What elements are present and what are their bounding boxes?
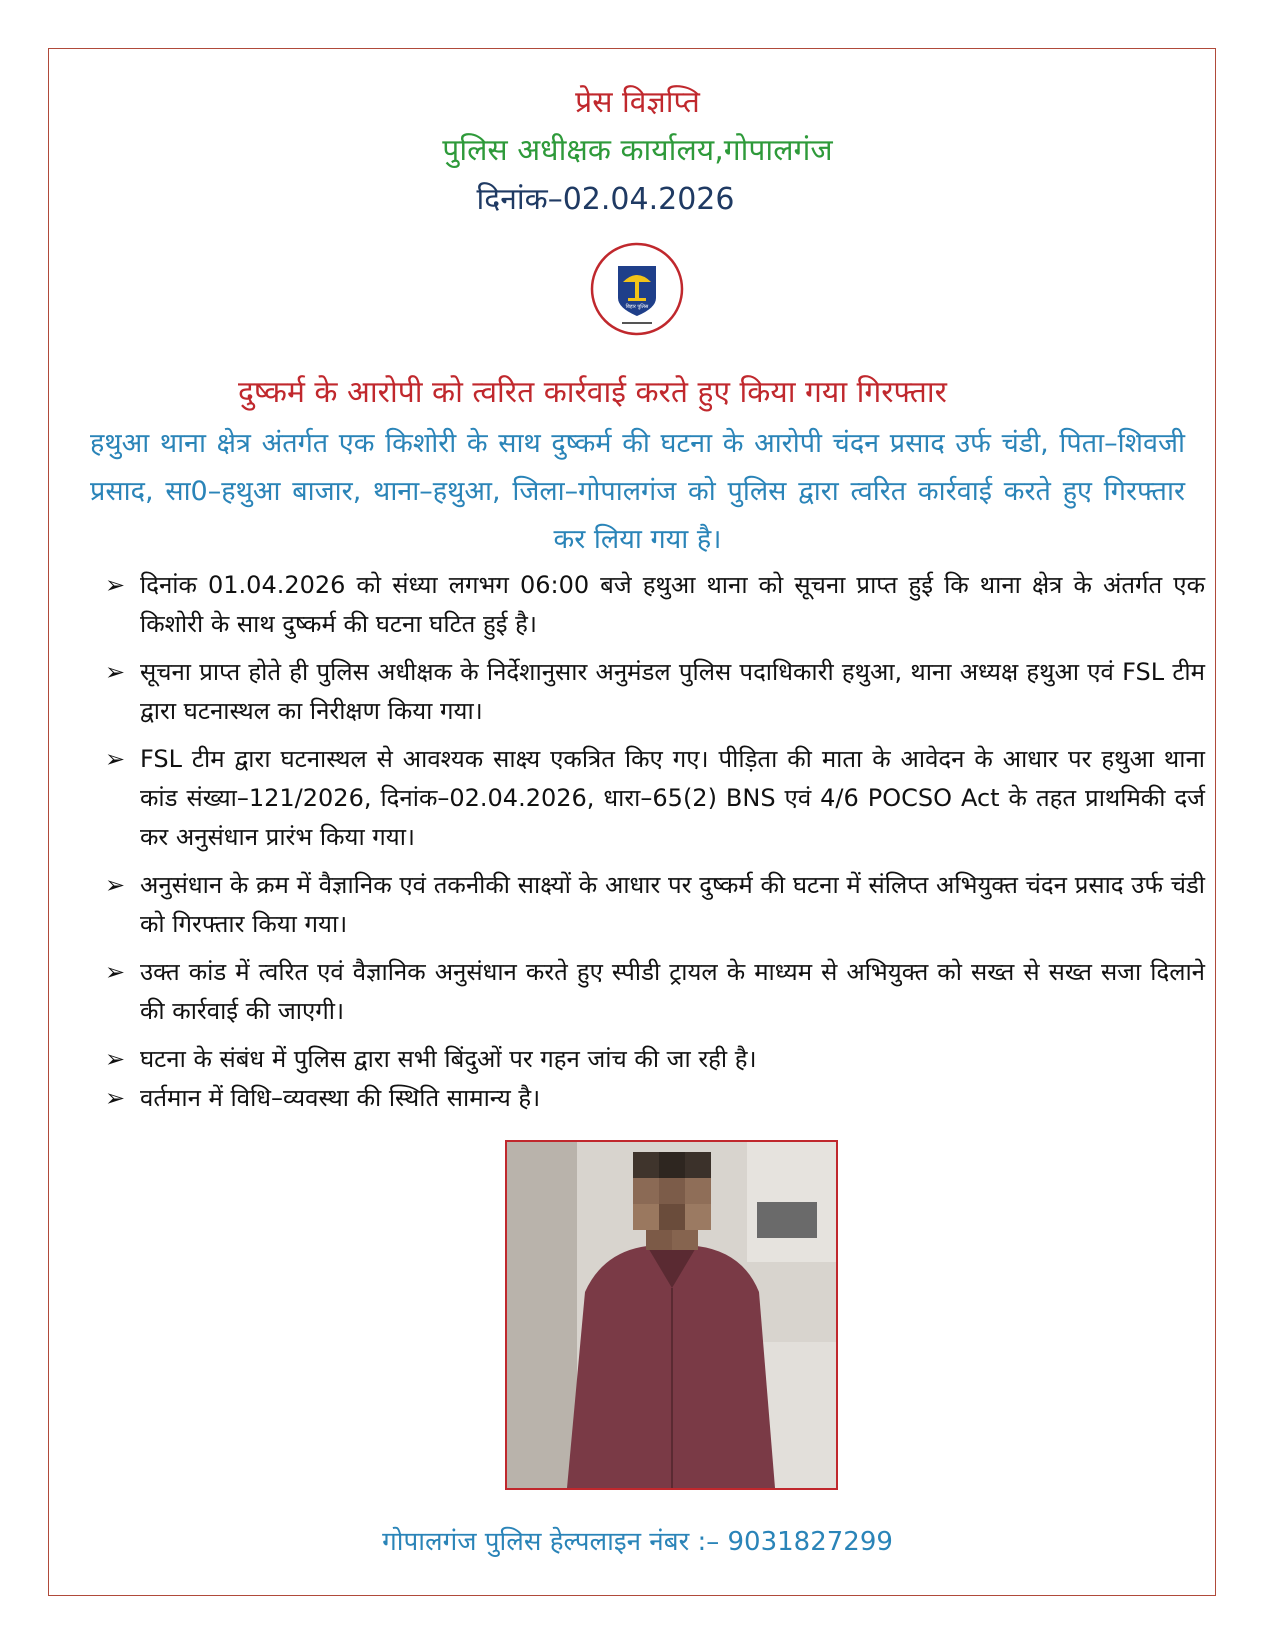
list-item-text: वर्तमान में विधि–व्यवस्था की स्थिति सामान्य है। (140, 1084, 541, 1112)
press-release-title: प्रेस विज्ञप्ति (575, 85, 700, 120)
list-item (105, 1040, 1205, 1079)
bihar-police-emblem-icon (590, 242, 684, 336)
list-item-text: FSL टीम द्वारा घटनास्थल से आवश्यक साक्ष्य एकत्रित किए गए। पीड़िता की माता के आवेदन के आधार पर हथुआ थाना कांड संख्या–121/2026, दिनांक–02.04.2026, धारा–65(2) BNS एवं 4/6 POCSO Act के तहत प्राथमिकी दर्ज कर अनुसंधान प्रारंभ किया गया। (140, 745, 1205, 851)
list-item-text: अनुसंधान के क्रम में वैज्ञानिक एवं तकनीकी साक्ष्यों के आधार पर दुष्कर्म की घटना में संलिप्त अभियुक्त चंदन प्रसाद उर्फ चंडी को गिरफ्तार किया गया। (140, 871, 1205, 938)
arrow-bullet-icon: ➢ (105, 871, 126, 899)
arrow-bullet-icon: ➢ (105, 1045, 126, 1073)
list-item (105, 953, 1205, 1031)
arrow-bullet-icon: ➢ (105, 958, 126, 986)
list-item (105, 740, 1205, 857)
list-item (105, 566, 1205, 644)
list-item (105, 866, 1205, 944)
helpline-number: गोपालगंज पुलिस हेल्पलाइन नंबर :– 9031827299 (382, 1527, 893, 1557)
arrow-bullet-icon: ➢ (105, 658, 126, 686)
accused-photo (505, 1140, 838, 1490)
list-item (105, 653, 1205, 731)
list-item-text: घटना के संबंध में पुलिस द्वारा सभी बिंदुओं पर गहन जांच की जा रही है। (140, 1045, 757, 1073)
list-item-text: दिनांक 01.04.2026 को संध्या लगभग 06:00 बजे हथुआ थाना को सूचना प्राप्त हुई कि थाना क्षेत्र के अंतर्गत एक किशोरी के साथ दुष्कर्म की घटना घटित हुई है। (140, 571, 1205, 638)
office-title: पुलिस अधीक्षक कार्यालय,गोपालगंज (442, 133, 833, 168)
details-list (105, 566, 1205, 1118)
headline: दुष्कर्म के आरोपी को त्वरित कार्रवाई करते हुए किया गया गिरफ्तार (238, 375, 947, 410)
arrow-bullet-icon: ➢ (105, 571, 126, 599)
release-date: दिनांक–02.04.2026 (476, 182, 735, 217)
list-item-text: उक्त कांड में त्वरित एवं वैज्ञानिक अनुसंधान करते हुए स्पीडी ट्रायल के माध्यम से अभियुक्त को सख्त से सख्त सजा दिलाने की कार्रवाई की जाएगी। (140, 958, 1205, 1025)
arrow-bullet-icon: ➢ (105, 745, 126, 773)
list-item-text: सूचना प्राप्त होते ही पुलिस अधीक्षक के निर्देशानुसार अनुमंडल पुलिस पदाधिकारी हथुआ, थाना अध्यक्ष हथुआ एवं FSL टीम द्वारा घटनास्थल का निरीक्षण किया गया। (140, 658, 1205, 725)
summary-paragraph: हथुआ थाना क्षेत्र अंतर्गत एक किशोरी के साथ दुष्कर्म की घटना के आरोपी चंदन प्रसाद उर्फ चंडी, पिता–शिवजी प्रसाद, सा0–हथुआ बाजार, थाना–हथुआ, जिला–गोपालगंज को पुलिस द्वारा त्वरित कार्रवाई करते हुए गिरफ्तार कर लिया गया है। (90, 428, 1185, 555)
list-item (105, 1079, 1205, 1118)
svg-text:बिहार पुलिस: बिहार पुलिस (625, 304, 649, 310)
arrow-bullet-icon: ➢ (105, 1084, 126, 1112)
